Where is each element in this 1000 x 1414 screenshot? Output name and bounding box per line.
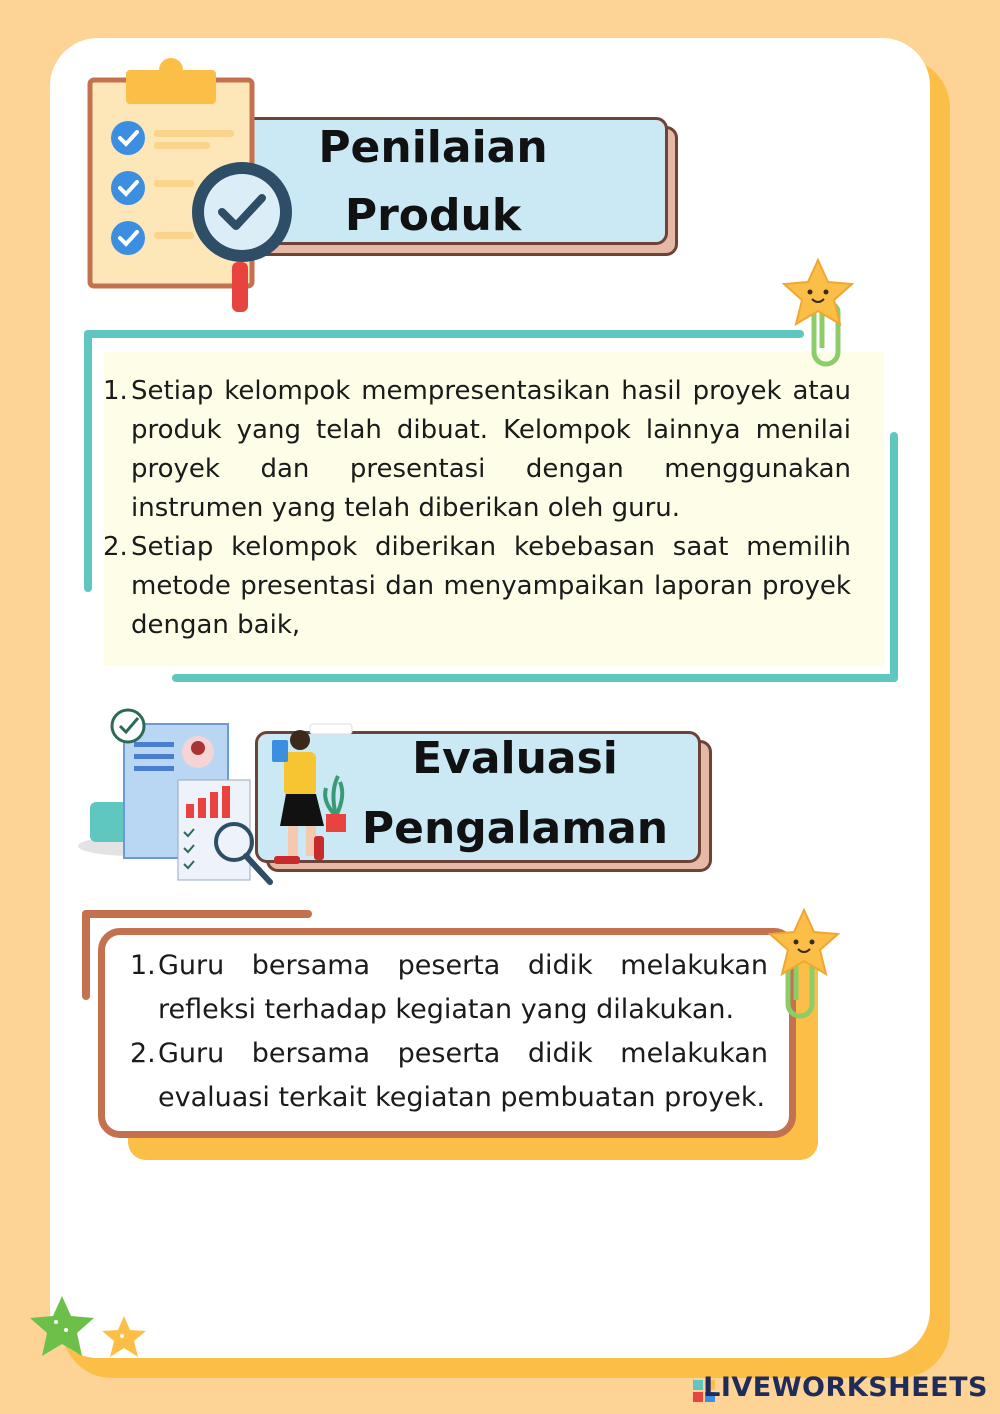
list-item: 1. Guru bersama peserta didik melakukan refleksi terhadap kegiatan yang dilakukan.: [130, 950, 768, 1025]
clipboard-checklist-icon: [84, 56, 314, 318]
star-smile-icon: [766, 906, 842, 1028]
star-smile-icon: [780, 256, 856, 374]
list-item: 2. Setiap kelompok diberikan kebebasan saat memilih metode presentasi dan menyampaikan laporan proyek dengan baik,: [103, 532, 851, 640]
report-illustration-icon: [74, 706, 364, 890]
list-item: 1. Setiap kelompok mempresentasikan hasil proyek atau produk yang telah dibuat. Kelompok lainnya menilai proyek dan presentasi dengan menggunakan instrumen yang telah diberikan oleh guru.: [103, 376, 851, 523]
list-item-text: Setiap kelompok mempresentasikan hasil proyek atau produk yang telah dibuat. Kelompok lainnya menilai proyek dan presentasi dengan menggunakan instrumen yang telah diberikan oleh guru.: [131, 376, 851, 523]
star-decoration-icon: [26, 1292, 156, 1372]
evaluasi-list: [130, 944, 768, 1120]
list-item-text: Guru bersama peserta didik melakukan evaluasi terkait kegiatan pembuatan proyek.: [158, 1038, 768, 1113]
list-item: 2. Guru bersama peserta didik melakukan evaluasi terkait kegiatan pembuatan proyek.: [130, 1038, 768, 1113]
watermark-liveworksheets: LIVEWORKSHEETS: [703, 1372, 988, 1403]
penilaian-list: [103, 372, 851, 645]
frame-line: [172, 674, 898, 682]
frame-line: [84, 330, 804, 338]
frame-line: [890, 432, 898, 682]
list-item-text: Guru bersama peserta didik melakukan refleksi terhadap kegiatan yang dilakukan.: [158, 950, 768, 1025]
section-title-evaluasi-pengalaman: Evaluasi Pengalaman: [361, 733, 669, 854]
section-title-penilaian-produk: Penilaian Produk: [318, 122, 548, 241]
frame-line: [82, 910, 90, 1000]
frame-line: [84, 330, 92, 592]
frame-line: [82, 910, 312, 918]
list-item-text: Setiap kelompok diberikan kebebasan saat memilih metode presentasi dan menyampaikan laporan proyek dengan baik,: [131, 532, 851, 640]
